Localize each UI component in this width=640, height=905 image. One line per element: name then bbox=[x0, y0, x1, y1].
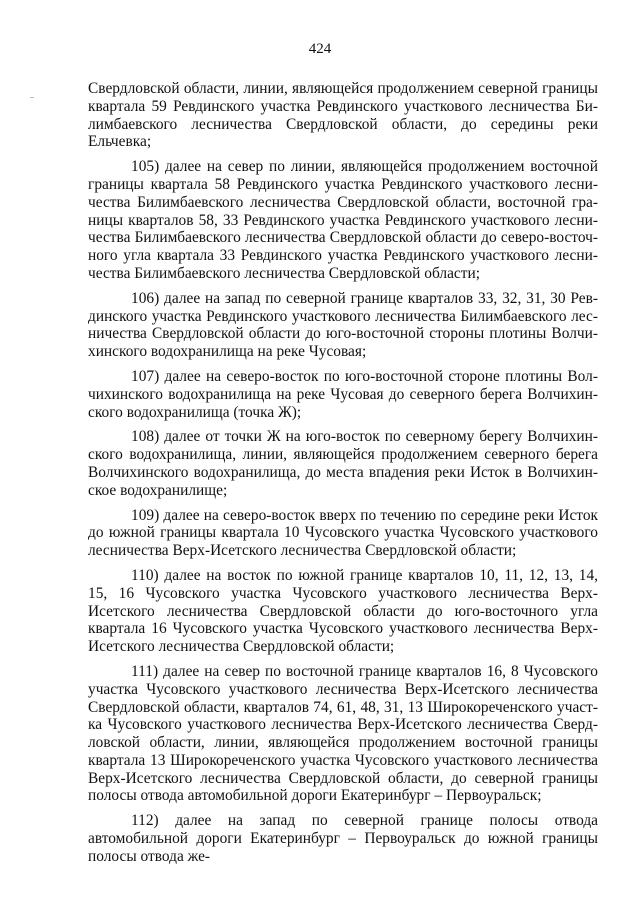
paragraph-continuation: Свердловской области, линии, являющейся продолжением северной границы квартала 59 Ревдинского участка Ревдинского участкового лесничества Билимбаевского лесничества Свердловской области, до середины реки Ельчевка; bbox=[88, 80, 598, 151]
paragraph-item-105: 105) далее на север по линии, являющейся продолжением восточной границы квартала 58 Ревдинского участка Ревдинского участкового лесничества Билимбаевского лесничества Свердловской области, восточной границы кварталов 58, 33 Ревдинского участка Ревдинского участкового лесничества Билимбаевского лесничества Свердловской области до северо-восточного угла квартала 33 Ревдинского участка Ревдинского участкового лесничества Билимбаевского лесничества Свердловской области; bbox=[88, 158, 598, 282]
paragraph-item-109: 109) далее на северо-восток вверх по течению по середине реки Исток до южной границы квартала 10 Чусовского участка Чусовского участкового лесничества Верх-Исетского лесничества Свердловской области; bbox=[88, 506, 598, 560]
paragraph-item-108: 108) далее от точки Ж на юго-восток по северному берегу Волчихинского водохранилища, линии, являющейся продолжением северного берега Волчихинского водохранилища, до места впадения реки Исток в Волчихинское водохранилище; bbox=[88, 428, 598, 499]
document-body bbox=[88, 80, 598, 873]
paragraph-item-112: 112) далее на запад по северной границе полосы отвода автомобильной дороги Екатеринбург – Первоуральск до южной границы полосы отвода же- bbox=[88, 812, 598, 865]
paragraph-item-107: 107) далее на северо-восток по юго-восточной стороне плотины Волчихинского водохранилища на реке Чусовая до северного берега Волчихинского водохранилища (точка Ж); bbox=[88, 367, 598, 421]
paragraph-item-110: 110) далее на восток по южной границе кварталов 10, 11, 12, 13, 14, 15, 16 Чусовского участка Чусовского участкового лесничества Верх-Исетского лесничества Свердловской области до юго-восточного угла квартала 16 Чусовского участка Чусовского участкового лесничества Верх-Исетского лесничества Свердловской области; bbox=[88, 566, 598, 656]
scan-edge-mark bbox=[30, 97, 34, 98]
paragraph-item-106: 106) далее на запад по северной границе кварталов 33, 32, 31, 30 Ревдинского участка Ревдинского участкового лесничества Билимбаевского лесничества Свердловской области до юго-восточной стороны плотины Волчихинского водохранилища на реке Чусовая; bbox=[88, 289, 598, 361]
paragraph-item-111: 111) далее на север по восточной границе кварталов 16, 8 Чусовского участка Чусовского участкового лесничества Верх-Исетского лесничества Свердловской области, кварталов 74, 61, 48, 31, 13 Широкореченского участка Чусовского участкового лесничества Верх-Исетского лесничества Свердловской области, линии, являющейся продолжением восточной границы квартала 13 Широкореченского участка Чусовского участкового лесничества Верх-Исетского лесничества Свердловской области, до северной границы полосы отвода автомобильной дороги Екатеринбург – Первоуральск; bbox=[88, 662, 598, 805]
page-number: 424 bbox=[308, 41, 332, 57]
